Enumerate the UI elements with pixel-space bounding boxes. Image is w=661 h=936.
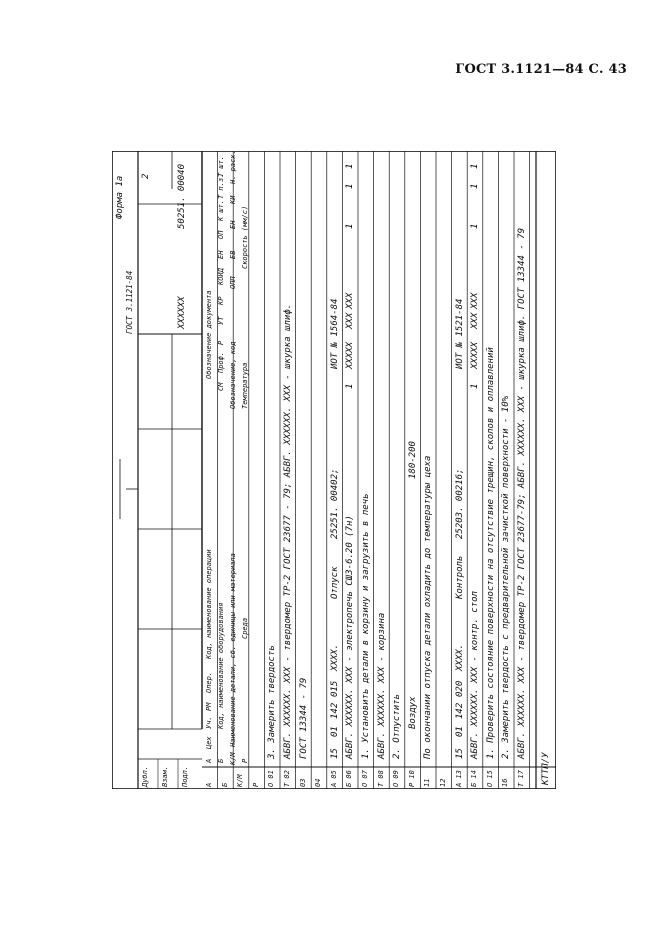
row-label: 03 (298, 778, 307, 787)
row-label: 12 (439, 778, 447, 787)
row-text: АБВГ. XXXXXX. XXX - твердомер ТР-2 ГОСТ 23677-79; АБВГ. XXXXXX. XXX - шкурка шлиф. ГОСТ 13344 - 79 (517, 227, 527, 759)
header-a-cell: РМ (205, 702, 213, 711)
row-label: Т 08 (376, 770, 385, 787)
row-text: 1 (470, 223, 481, 229)
header-km-cell: КИ (229, 195, 237, 204)
row-label: О 09 (392, 770, 401, 787)
header-km-cell: ОПП (229, 276, 237, 289)
row-label: 16 (501, 778, 510, 787)
row-text: 25251. 00402; (329, 468, 340, 539)
row-label: А (205, 782, 213, 787)
footer-code: КТТП/У (541, 752, 551, 785)
header-b-cell: Т п.з. (217, 173, 225, 199)
standard-label: ГОСТ 3.1121-84 (125, 270, 134, 334)
header-a-cell: Обозначение документа (205, 290, 213, 379)
row-text: ИОТ № 1521-84 (454, 298, 465, 369)
row-label: А 05 (329, 770, 338, 787)
header-b-cell: ОП (217, 230, 225, 239)
row-label: 04 (314, 778, 323, 787)
header-row-km-prefix: К/М (229, 752, 237, 765)
row-text: 015 (329, 680, 340, 697)
row-text: ГОСТ 13344 - 79 (298, 677, 309, 759)
side-label-dubl: Дубл. (141, 765, 149, 787)
row-text: 1 (345, 223, 356, 229)
row-label: Б 06 (345, 770, 354, 787)
row-text: 1 (345, 383, 356, 389)
technological-process-form (112, 151, 556, 789)
header-r-cell: Скорость (мм/с) (241, 205, 249, 269)
row-text: 15 (454, 748, 465, 759)
header-row-a-prefix: А (205, 758, 213, 763)
row-text: 15 (329, 748, 340, 759)
header-a-cell: Уч. (205, 716, 213, 729)
row-text: 142 (454, 702, 465, 719)
header-km-cell: Н. расх. (229, 150, 237, 184)
side-label-podl: Подл. (181, 765, 189, 787)
row-text: Контроль (454, 555, 465, 599)
row-label: О 01 (267, 770, 276, 787)
row-label: К/М (236, 774, 245, 787)
row-text: XXX (345, 292, 356, 309)
row-text: 25203. 00216; (454, 468, 465, 539)
header-b-cell: Т шт. (217, 155, 225, 177)
row-text: АБВГ. XXXXXX. XXX - электропечь СШЗ-6.20 (7н) (345, 515, 356, 759)
row-text: XXX (470, 312, 481, 329)
row-text: 1 (470, 183, 481, 189)
form-label: Форма 1а (115, 175, 125, 219)
row-text: 01 (454, 726, 465, 737)
row-text: 1 (345, 183, 356, 189)
row-text: 2. Замерить твердость с предварительной зачисткой поверхности - 10% (501, 395, 512, 759)
row-label: 11 (423, 778, 432, 787)
header-a-cell: Код, наименование операции (205, 549, 213, 659)
header-row-r-prefix: Р (241, 758, 249, 763)
row-label: Р 10 (407, 770, 416, 787)
header-b-cell: К шт. (217, 199, 225, 221)
header-km-cell: Наименование детали, сб. единицы или материала (229, 553, 237, 747)
sheet-number: 2 (141, 173, 151, 179)
row-text: АБВГ. XXXXXX. XXX - твердомер ТР-2 ГОСТ 23677 - 79; АБВГ. XXXXXX. XXX - шкурка шлиф. (283, 303, 293, 759)
row-text: 01 (329, 726, 340, 737)
row-text: Отпуск (329, 566, 340, 599)
row-label: Б 14 (470, 770, 479, 787)
header-b-cell: Код, наименование оборудования (217, 602, 225, 729)
header-b-cell: КР (217, 296, 225, 305)
row-text: АБВГ. XXXXXX. XXX - контр. стол (470, 591, 481, 759)
header-a-cell: Цех (205, 736, 213, 749)
header-row-b-prefix: Б (217, 758, 225, 763)
page-header-title: ГОСТ 3.1121—84 С. 43 (455, 62, 627, 77)
row-text: XXXXX (345, 341, 356, 369)
row-text: ИОТ № 1564-84 (329, 298, 340, 369)
row-text: XXX (470, 292, 481, 309)
row-label: О 15 (485, 770, 494, 787)
row-text: 142 (329, 702, 340, 719)
header-km-cell: ЕВ (229, 250, 237, 259)
row-label: О 07 (361, 770, 369, 787)
doc-number: 50251. 00040 (177, 163, 187, 229)
row-text: АБВГ. XXXXXX. XXX - корзина (376, 612, 387, 759)
row-label: Р (251, 782, 260, 787)
header-b-cell: ЕН (217, 250, 225, 259)
row-label: Т 02 (283, 770, 291, 787)
row-text: 1. Проверить состояние поверхности на отсутствие трещин, сколов и оплавлений (485, 347, 496, 759)
row-label: А 13 (454, 770, 463, 787)
row-text: XXXXX (470, 341, 481, 369)
header-b-cell: КОИД (217, 268, 225, 285)
header-a-cell: Опер. (205, 671, 213, 693)
side-label-vzam: Взам. (161, 765, 169, 787)
row-text: XXXX. (454, 643, 465, 671)
header-b-cell: Проф. (217, 351, 225, 373)
row-text: 1. Установить детали в корзину и загрузить в печь (361, 493, 371, 759)
header-km-cell: ЕН (229, 220, 237, 229)
header-km-cell: Обозначение, код (229, 341, 237, 409)
header-b-cell: СМ (217, 382, 225, 391)
header-r-cell: Среда (241, 617, 249, 639)
row-text: XXXX. (329, 643, 340, 671)
row-text: XXX (345, 312, 356, 329)
header-r-cell: Температура (241, 362, 249, 409)
row-text: 1 (470, 163, 481, 169)
row-text: 1 (470, 383, 481, 389)
row-text: 2. Отпустить (392, 693, 403, 759)
doc-code: XXXXXX (177, 296, 187, 329)
header-b-cell: Р (217, 340, 225, 345)
row-text: 020 (454, 680, 465, 697)
row-label: Т 17 (517, 770, 525, 787)
row-text: 3. Замерить твердость (267, 645, 278, 759)
row-text: По окончании отпуска детали охладить до температуры цеха (423, 455, 434, 759)
row-label: Б (220, 782, 229, 787)
row-text: 180-200 (407, 441, 418, 479)
header-b-cell: УТ (217, 316, 225, 325)
row-text: Воздух (407, 696, 418, 729)
row-text: 1 (345, 163, 356, 169)
